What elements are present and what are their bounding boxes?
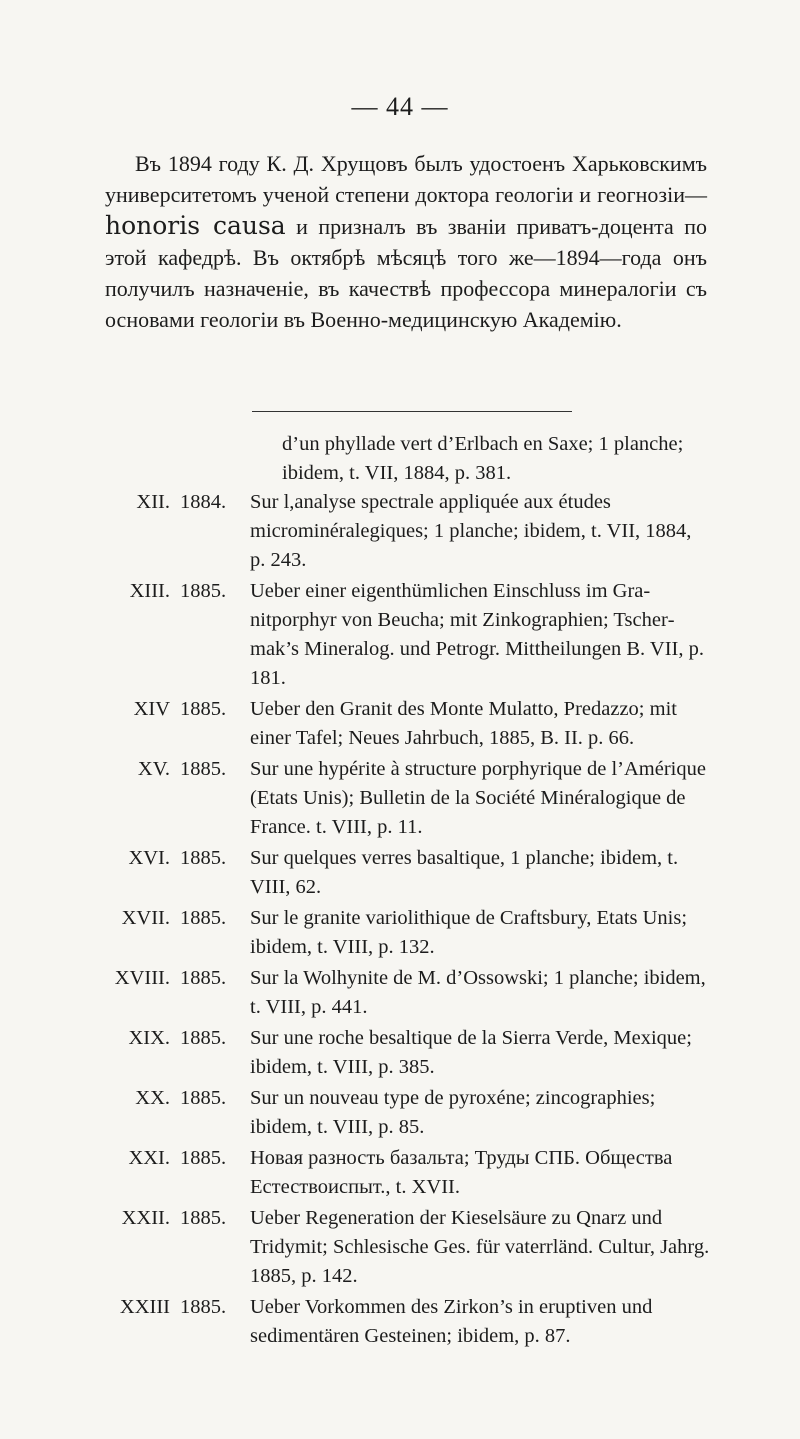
entry-year: 1885. (180, 1087, 227, 1109)
entry-number: XXIII (119, 1296, 170, 1318)
entry-number: XV. (137, 758, 170, 780)
bibliography-entries (100, 488, 710, 1351)
entry-year: 1885. (180, 907, 227, 929)
entry-text: Sur une roche besaltique de la Sierra Verde, Mexique; ibidem, t. VIII, p. 385. (250, 1027, 692, 1078)
entry-number: XIX. (128, 1027, 170, 1049)
entry-year: 1885. (180, 1027, 227, 1049)
entry-year: 1885. (180, 1296, 227, 1318)
intro-text-part1: Въ 1894 году К. Д. Хрущовъ былъ удостоенъ Харьковскимъ университетомъ ученой степени доктора геологіи и геогнозіи— (105, 151, 707, 207)
entry-text: Новая разность базальта; Труды СПБ. Общества Естествоиспыт., t. XVII. (250, 1147, 673, 1198)
bibliography-list (100, 430, 710, 1353)
entry-text: Sur la Wolhynite de M. d’Ossowski; 1 planche; ibidem, t. VIII, p. 441. (250, 967, 706, 1018)
bibliography-continuation: d’un phyllade vert d’Erlbach en Saxe; 1 planche; ibidem, t. VII, 1884, p. 381. (282, 433, 684, 484)
entry-text: Ueber einer eigenthümlichen Einschluss im Granitporphyr von Beucha; mit Zinkographien; Tschermak’s Mineralog. und Petrogr. Mittheilungen B. VII, p. 181. (250, 580, 704, 689)
bibliography-entry (100, 755, 710, 842)
entry-text: Ueber Vorkommen des Zirkon’s in eruptiven und sedimentären Gesteinen; ibidem, p. 87. (250, 1296, 653, 1347)
entry-text: Sur l,analyse spectrale appliquée aux études microminéralegiques; 1 planche; ibidem, t. VII, 1884, p. 243. (250, 491, 692, 571)
entry-year: 1885. (180, 758, 227, 780)
entry-number: XVII. (121, 907, 170, 929)
latin-phrase: honoris causa (105, 211, 286, 240)
bibliography-entry (100, 904, 710, 962)
entry-number: XVI. (128, 847, 170, 869)
entry-text: Ueber den Granit des Monte Mulatto, Predazzo; mit einer Tafel; Neues Jahrbuch, 1885, B. II. p. 66. (250, 698, 677, 749)
entry-year: 1885. (180, 847, 227, 869)
bibliography-entry (100, 964, 710, 1022)
bibliography-entry (100, 577, 710, 693)
bibliography-entry (100, 1144, 710, 1202)
entry-number: XX. (135, 1087, 170, 1109)
entry-text: Sur le granite variolithique de Craftsbury, Etats Unis; ibidem, t. VIII, p. 132. (250, 907, 688, 958)
entry-year: 1885. (180, 967, 227, 989)
bibliography-entry (100, 844, 710, 902)
intro-text-part2: и призналъ въ званіи приватъ-доцента по этой кафедрѣ. Въ октябрѣ мѣсяцѣ того же—1894—года онъ получилъ назначеніе, въ качествѣ профессора минералогіи съ основами геологіи въ Военно-медицинскую Академію. (105, 214, 707, 332)
bibliography-entry (100, 1293, 710, 1351)
bibliography-entry (100, 1024, 710, 1082)
entry-year: 1885. (180, 580, 227, 602)
entry-year: 1885. (180, 1207, 227, 1229)
intro-paragraph (105, 148, 707, 335)
entry-number: XII. (136, 491, 170, 513)
entry-year: 1885. (180, 698, 227, 720)
intro-text (105, 148, 707, 335)
bibliography-entry (100, 695, 710, 753)
entry-number: XVIII. (114, 967, 170, 989)
entry-text: Sur quelques verres basaltique, 1 planche; ibidem, t. VIII, 62. (250, 847, 679, 898)
entry-number: XIV (133, 698, 170, 720)
entry-text: Sur une hypérite à structure porphyrique de l’Amérique (Etats Unis); Bulletin de la Société Minéralogique de France. t. VIII, p. 11. (250, 758, 706, 838)
entry-text: Sur un nouveau type de pyroxéne; zincographies; ibidem, t. VIII, p. 85. (250, 1087, 656, 1138)
entry-year: 1884. (180, 491, 227, 513)
page-number: — 44 — (351, 92, 449, 121)
bibliography-entry (100, 488, 710, 575)
entry-text: Ueber Regeneration der Kieselsäure zu Qnarz und Tridymit; Schlesische Ges. für vaterrländ. Cultur, Jahrg. 1885, p. 142. (250, 1207, 710, 1287)
entry-year: 1885. (180, 1147, 227, 1169)
section-divider (252, 411, 572, 412)
bibliography-entry (100, 1084, 710, 1142)
entry-number: XIII. (129, 580, 170, 602)
entry-number: XXII. (121, 1207, 170, 1229)
entry-number: XXI. (128, 1147, 170, 1169)
bibliography-entry (100, 1204, 710, 1291)
